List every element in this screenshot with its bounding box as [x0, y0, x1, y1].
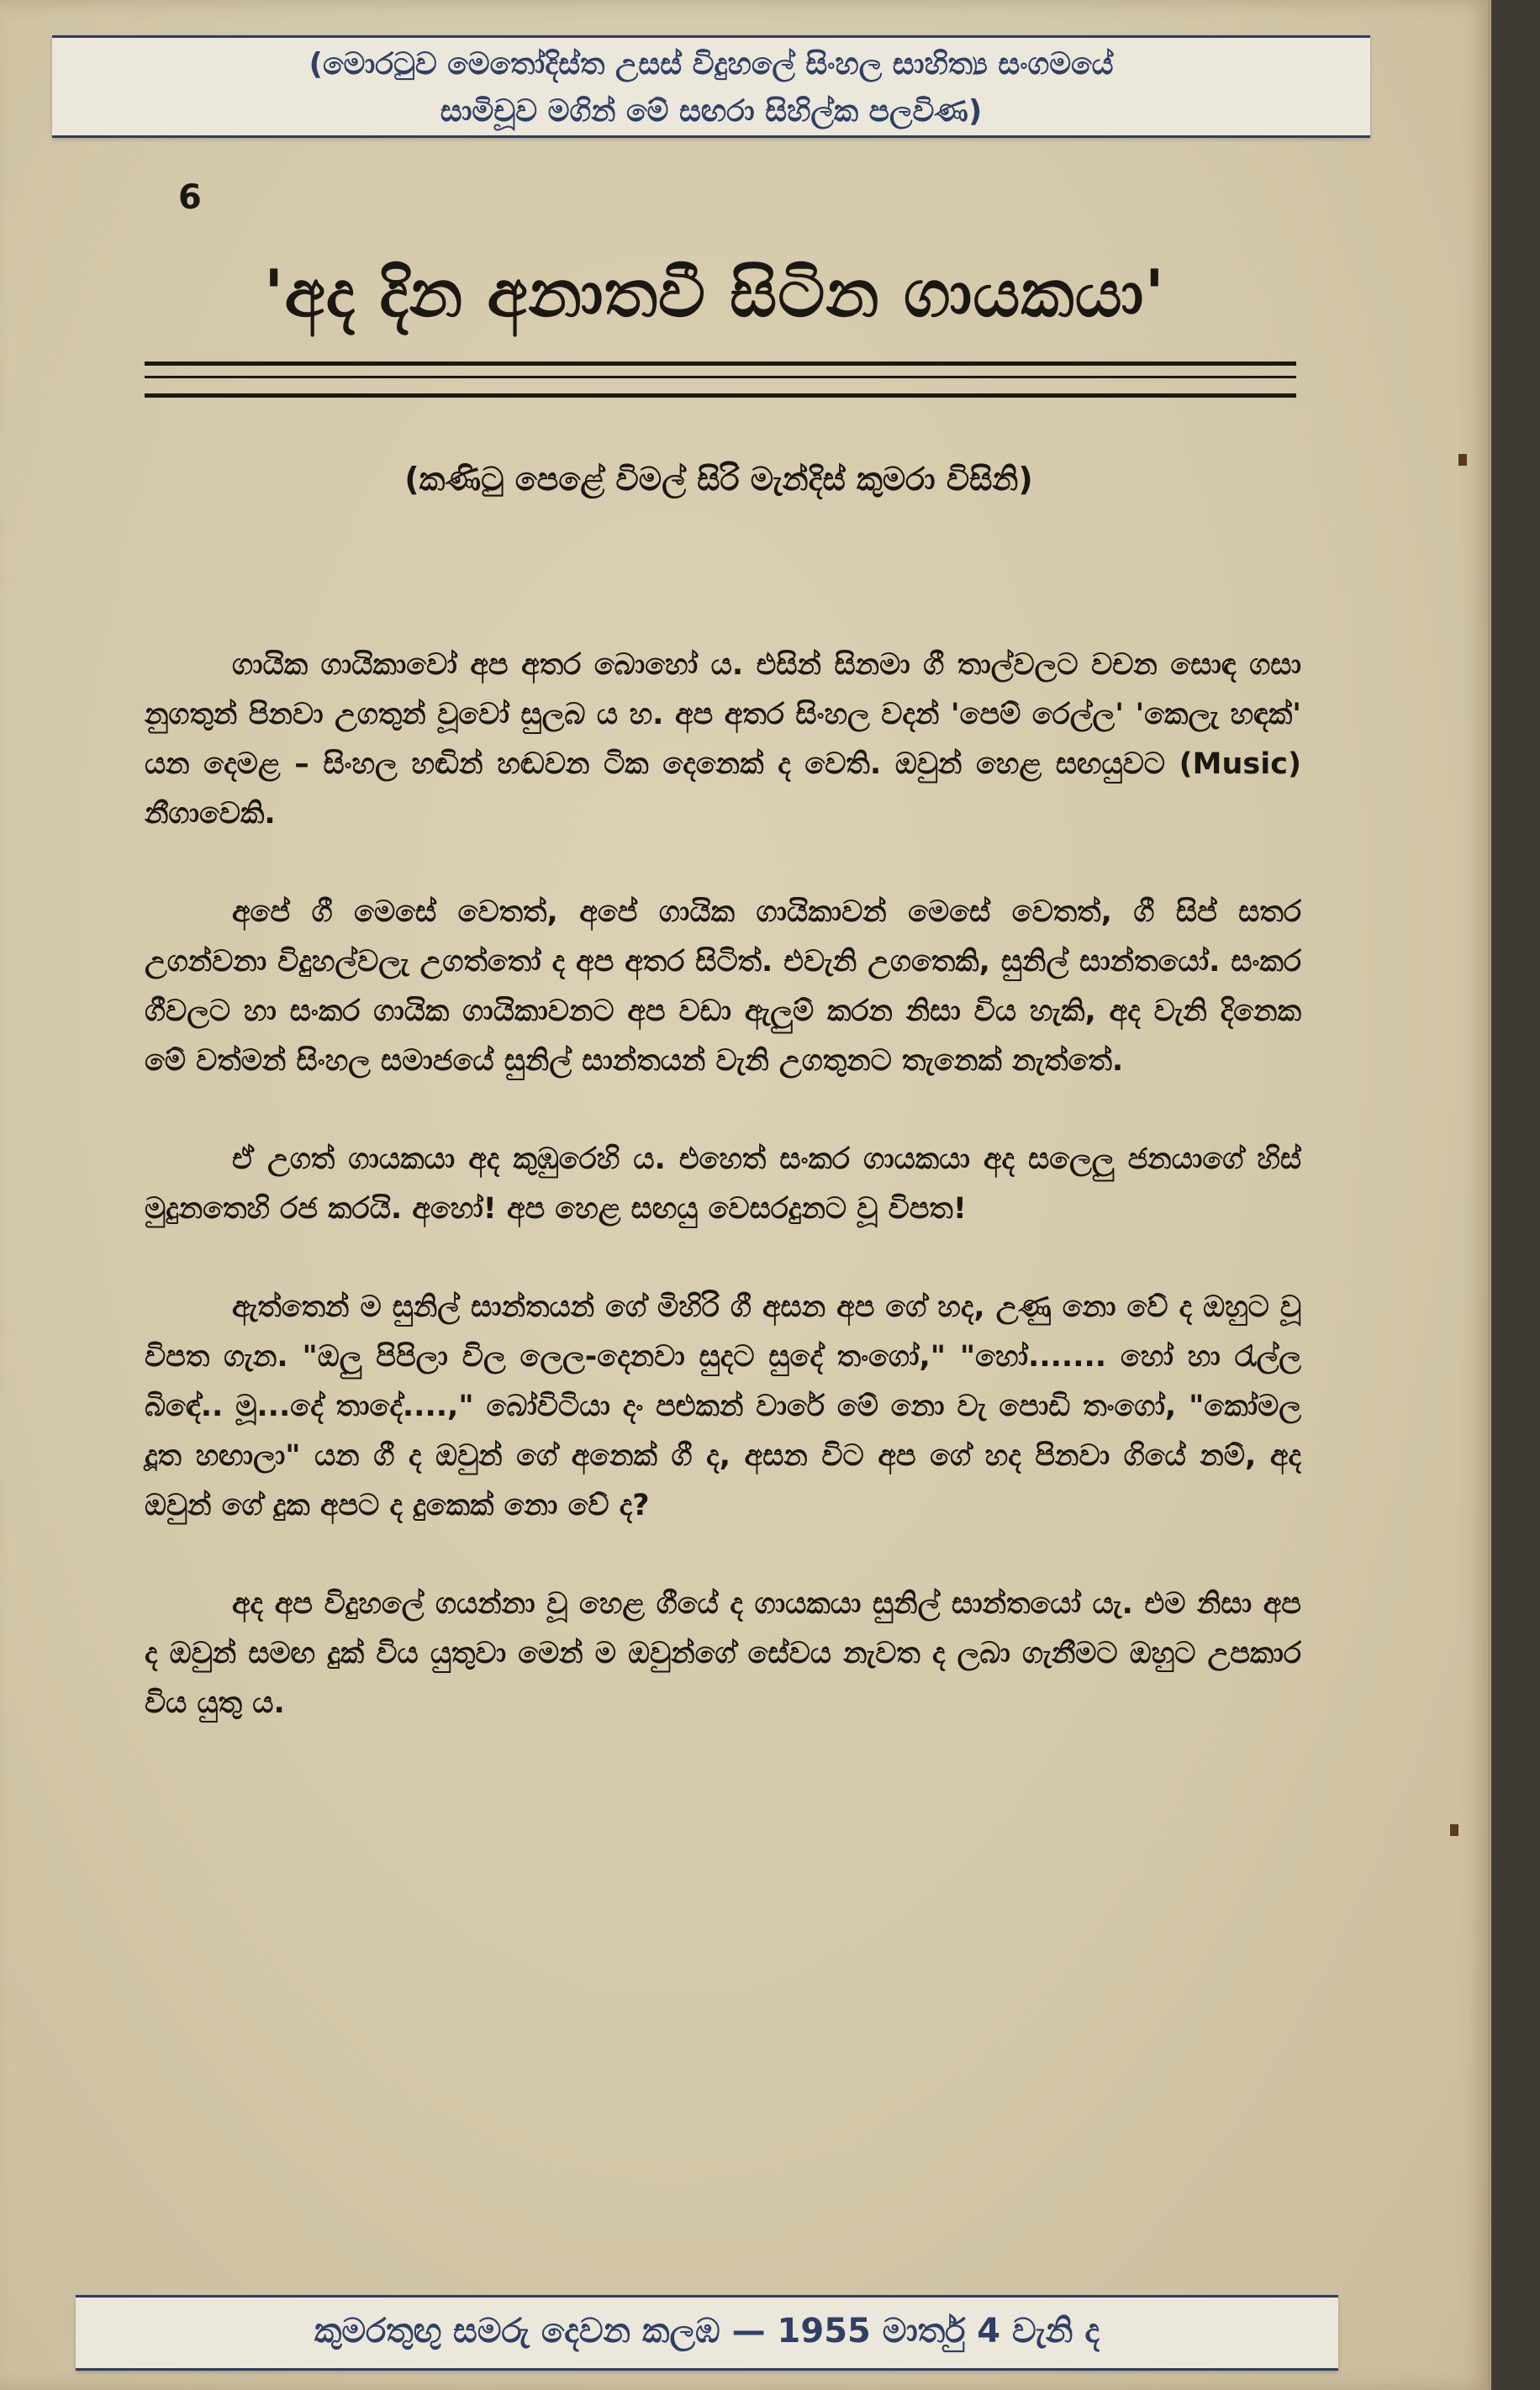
- paragraph-3: ඒ උගත් ගායකයා අද කුඹුරෙහි ය. එහෙත් සංකර ගායකයා අද සලෙලු ජනයාගේ හිස් මුදුනතෙහි රජ කරයි. අහෝ! අප හෙළ සඟයු වෙසරදුනට වූ විපත!: [145, 1142, 1301, 1226]
- paragraph-2: අපේ ගී මෙසේ වෙතත්, අපේ ගායික ගායිකාවන් මෙසේ වෙතත්, ගී සිප් සතර උගන්වනා විදුහල්වලැ උගත්තෝ ද අප අතර සිටිත්. එවැනි උගතෙකි, සුනිල් සාන්තයෝ. සංකර ගීවලට හා සංකර ගායික ගායිකාවනට අප වඩා ඇලුම් කරන නිසා විය හැකි, අද වැනි දිනෙක මේ වත්මන් සිංහල සමාජයේ සුනිල් සාන්තයන් වැනි උගතුනට තැනෙක් නැත්තේ.: [145, 895, 1301, 1078]
- header-label: [52, 35, 1370, 138]
- paragraph-5: අද අප විදුහලේ ගයන්නා වූ හෙළ ගීයේ ද ගායකයා සුනිල් සාන්තයෝ යැ. එම නිසා අප ද ඔවුන් සමඟ දුක් විය යුතුවා මෙන් ම ඔවුන්ගේ සේවය නැවත ද ලබා ගැනීමට ඔහුට උපකාර විය යුතු ය.: [145, 1587, 1301, 1720]
- paragraph-1: ගායික ගායිකාවෝ අප අතර බොහෝ ය. එසින් සිනමා ගී තාල්වලට වචන සොඳ ගසා නුගතුන් පිනවා උගතුන් වූවෝ සුලබ ය හ. අප අතර සිංහල වදන් 'පෙම් රෙල්ල' 'කෙලැ හඳක්' යන දෙමළ – සිංහල හඬින් හඬවන ටික දෙනෙක් ද වෙති. ඔවුන් හෙළ සඟයුවට (Music) නීගාවෙකි.: [145, 648, 1301, 831]
- binding-mark: [1450, 1824, 1458, 1836]
- title-rule-top: [145, 361, 1296, 366]
- header-label-line-1: (මොරටුව මෙතෝදිස්ත උසස් විදුහලේ සිංහල සාහිත්‍ය සංගමයේ: [309, 47, 1114, 82]
- article-title: 'අද දින අනාතවී සිටින ගායකයා': [263, 256, 1166, 332]
- paragraph-4: ඇත්තෙන් ම සුනිල් සාන්තයන් ගේ මිහිරි ගී අසන අප ගේ හද, උණු නො වේ ද ඔහුට වූ විපත ගැන. "ඔලු පිපිලා විල ලෙල-දෙනවා සුදට සුදේ තංගෝ," "හෝ....... හෝ හා රැල්ල බිඳේ.. මූ...දේ තාදේ....," බෝවිටියා දං පළුකන් වාරේ මේ නො වැ පොඩි තංගෝ, "කෝමල දූත හඟාලා" යන ගී ද ඔවුන් ගේ අනෙක් ගී ද, අසන විට අප ගේ හද පිනවා ගියේ නම්, අද ඔවුන් ගේ දුක අපට ද දුකෙක් නො වේ ද?: [145, 1290, 1301, 1522]
- author-byline: (කණිටු පෙළේ විමල් සිරි මැන්දිස් කුමරා විසිනි): [404, 461, 1033, 498]
- footer-label: කුමරතුඟු සමරු දෙවන කලඹ — 1955 මාර්තු 4 වැනි ද: [76, 2295, 1338, 2371]
- page-edge-line: [1488, 0, 1490, 2390]
- title-rule-bottom: [145, 393, 1296, 398]
- title-rule-middle: [145, 376, 1296, 378]
- page-number: 6: [178, 178, 202, 217]
- header-label-line-2: සාමිචූව මගින් මේ සඟරා සිහිල්ක පලවිණ): [440, 94, 983, 129]
- binding-mark: [1458, 454, 1467, 466]
- article-body: [145, 641, 1301, 1777]
